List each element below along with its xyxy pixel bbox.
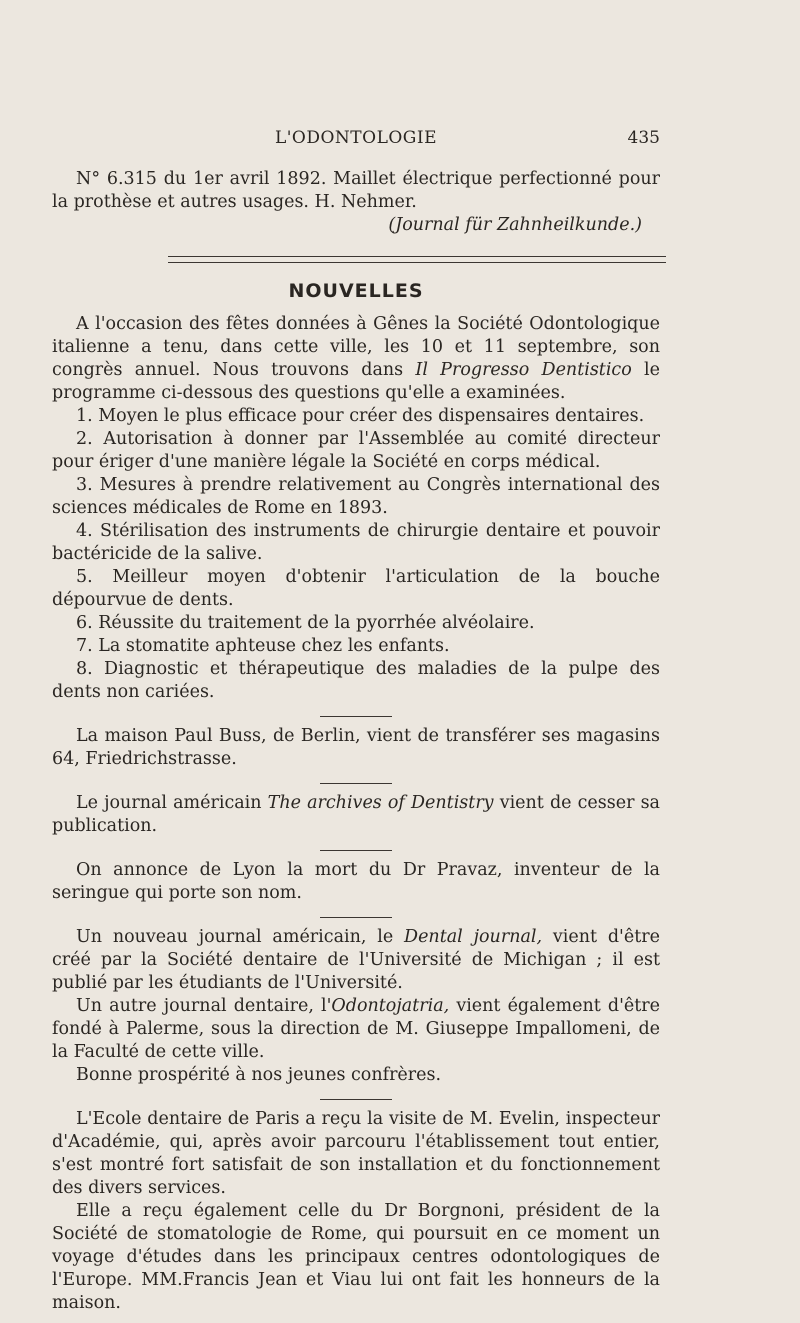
dental-journal-title: Dental journal, [404,927,543,947]
running-header [52,128,660,152]
odontojatria-paragraph [52,995,660,1064]
question-item: 7. La stomatite aphteuse chez les enfants. [76,636,450,656]
intro-block [52,168,660,237]
odonto-text-post: vient également d'être fondé à Palerme, sous la direction de M. Giuseppe Impallomeni, de la Faculté de cette ville. [52,996,661,1062]
journal-title: L'ODONTOLOGIE [274,128,438,148]
question-item: 2. Autorisation à donner par l'Assemblée au comité directeur pour ériger d'une manière légale la Société en corps médical. [52,429,660,472]
archives-paragraph [52,792,660,838]
congress-paragraph [52,313,660,405]
news-divider [320,1099,392,1100]
question-item: 1. Moyen le plus efficace pour créer des dispensaires dentaires. [76,406,645,426]
patent-entry: N° 6.315 du 1er avril 1892. Maillet électrique perfectionné pour la prothèse et autres usages. H. Nehmer. [52,169,660,212]
source-citation: (Journal für Zahnheilkunde.) [388,215,642,235]
dental-journal-paragraph [52,926,660,995]
news-divider [320,850,392,851]
journal-name: Il Progresso Dentistico [415,360,632,380]
news-divider [320,917,392,918]
odontojatria-title: Odontojatria, [331,996,450,1016]
congress-text-pre: A l'occasion des fêtes données à Gênes la Société Odontologique italienne a tenu, dans cette ville, les 10 et 11 septembre, son congrès annuel. Nous trouvons dans [52,314,660,380]
archives-journal-title: The archives of Dentistry [267,793,494,813]
question-item: 6. Réussite du traitement de la pyorrhée alvéolaire. [76,613,535,633]
evelin-paragraph: L'Ecole dentaire de Paris a reçu la visite de M. Evelin, inspecteur d'Académie, qui, après avoir parcouru l'établissement tout entier, s'est montré fort satisfait de son installation et du fonctionnement des divers services. [52,1109,660,1198]
question-item: 4. Stérilisation des instruments de chirurgie dentaire et pouvoir bactéricide de la salive. [52,521,660,564]
news-section [52,280,660,1315]
section-title: NOUVELLES [288,280,424,302]
odonto-text-pre: Un autre journal dentaire, l' [76,996,332,1016]
archives-text-post: vient de cesser sa publication. [52,793,660,836]
prosperity-line: Bonne prospérité à nos jeunes confrères. [76,1065,442,1085]
section-divider [168,256,666,263]
borgnoni-paragraph: Elle a reçu également celle du Dr Borgnoni, président de la Société de stomatologie de Rome, qui poursuit en ce moment un voyage d'études dans les principaux centres odontologiques de l'Europe. MM.Francis Jean et Viau lui ont fait les honneurs de la maison. [52,1201,660,1313]
question-item: 8. Diagnostic et thérapeutique des maladies de la pulpe des dents non cariées. [52,659,660,702]
page-number: 435 [627,128,660,148]
question-item: 3. Mesures à prendre relativement au Congrès international des sciences médicales de Rome en 1893. [52,475,660,518]
congress-text-post: le programme ci-dessous des questions qu'elle a examinées. [52,360,660,403]
question-item: 5. Meilleur moyen d'obtenir l'articulation de la bouche dépourvue de dents. [52,567,660,610]
archives-text-pre: Le journal américain [76,793,268,813]
dental-text-post: vient d'être créé par la Société dentaire de l'Université de Michigan ; il est publié par les étudiants de l'Université. [52,927,660,993]
dental-text-pre: Un nouveau journal américain, le [76,927,405,947]
pravaz-paragraph: On annonce de Lyon la mort du Dr Pravaz, inventeur de la seringue qui porte son nom. [52,860,660,903]
news-divider [320,783,392,784]
news-divider [320,716,392,717]
buss-paragraph: La maison Paul Buss, de Berlin, vient de transférer ses magasins 64, Friedrichstrasse. [52,726,660,769]
